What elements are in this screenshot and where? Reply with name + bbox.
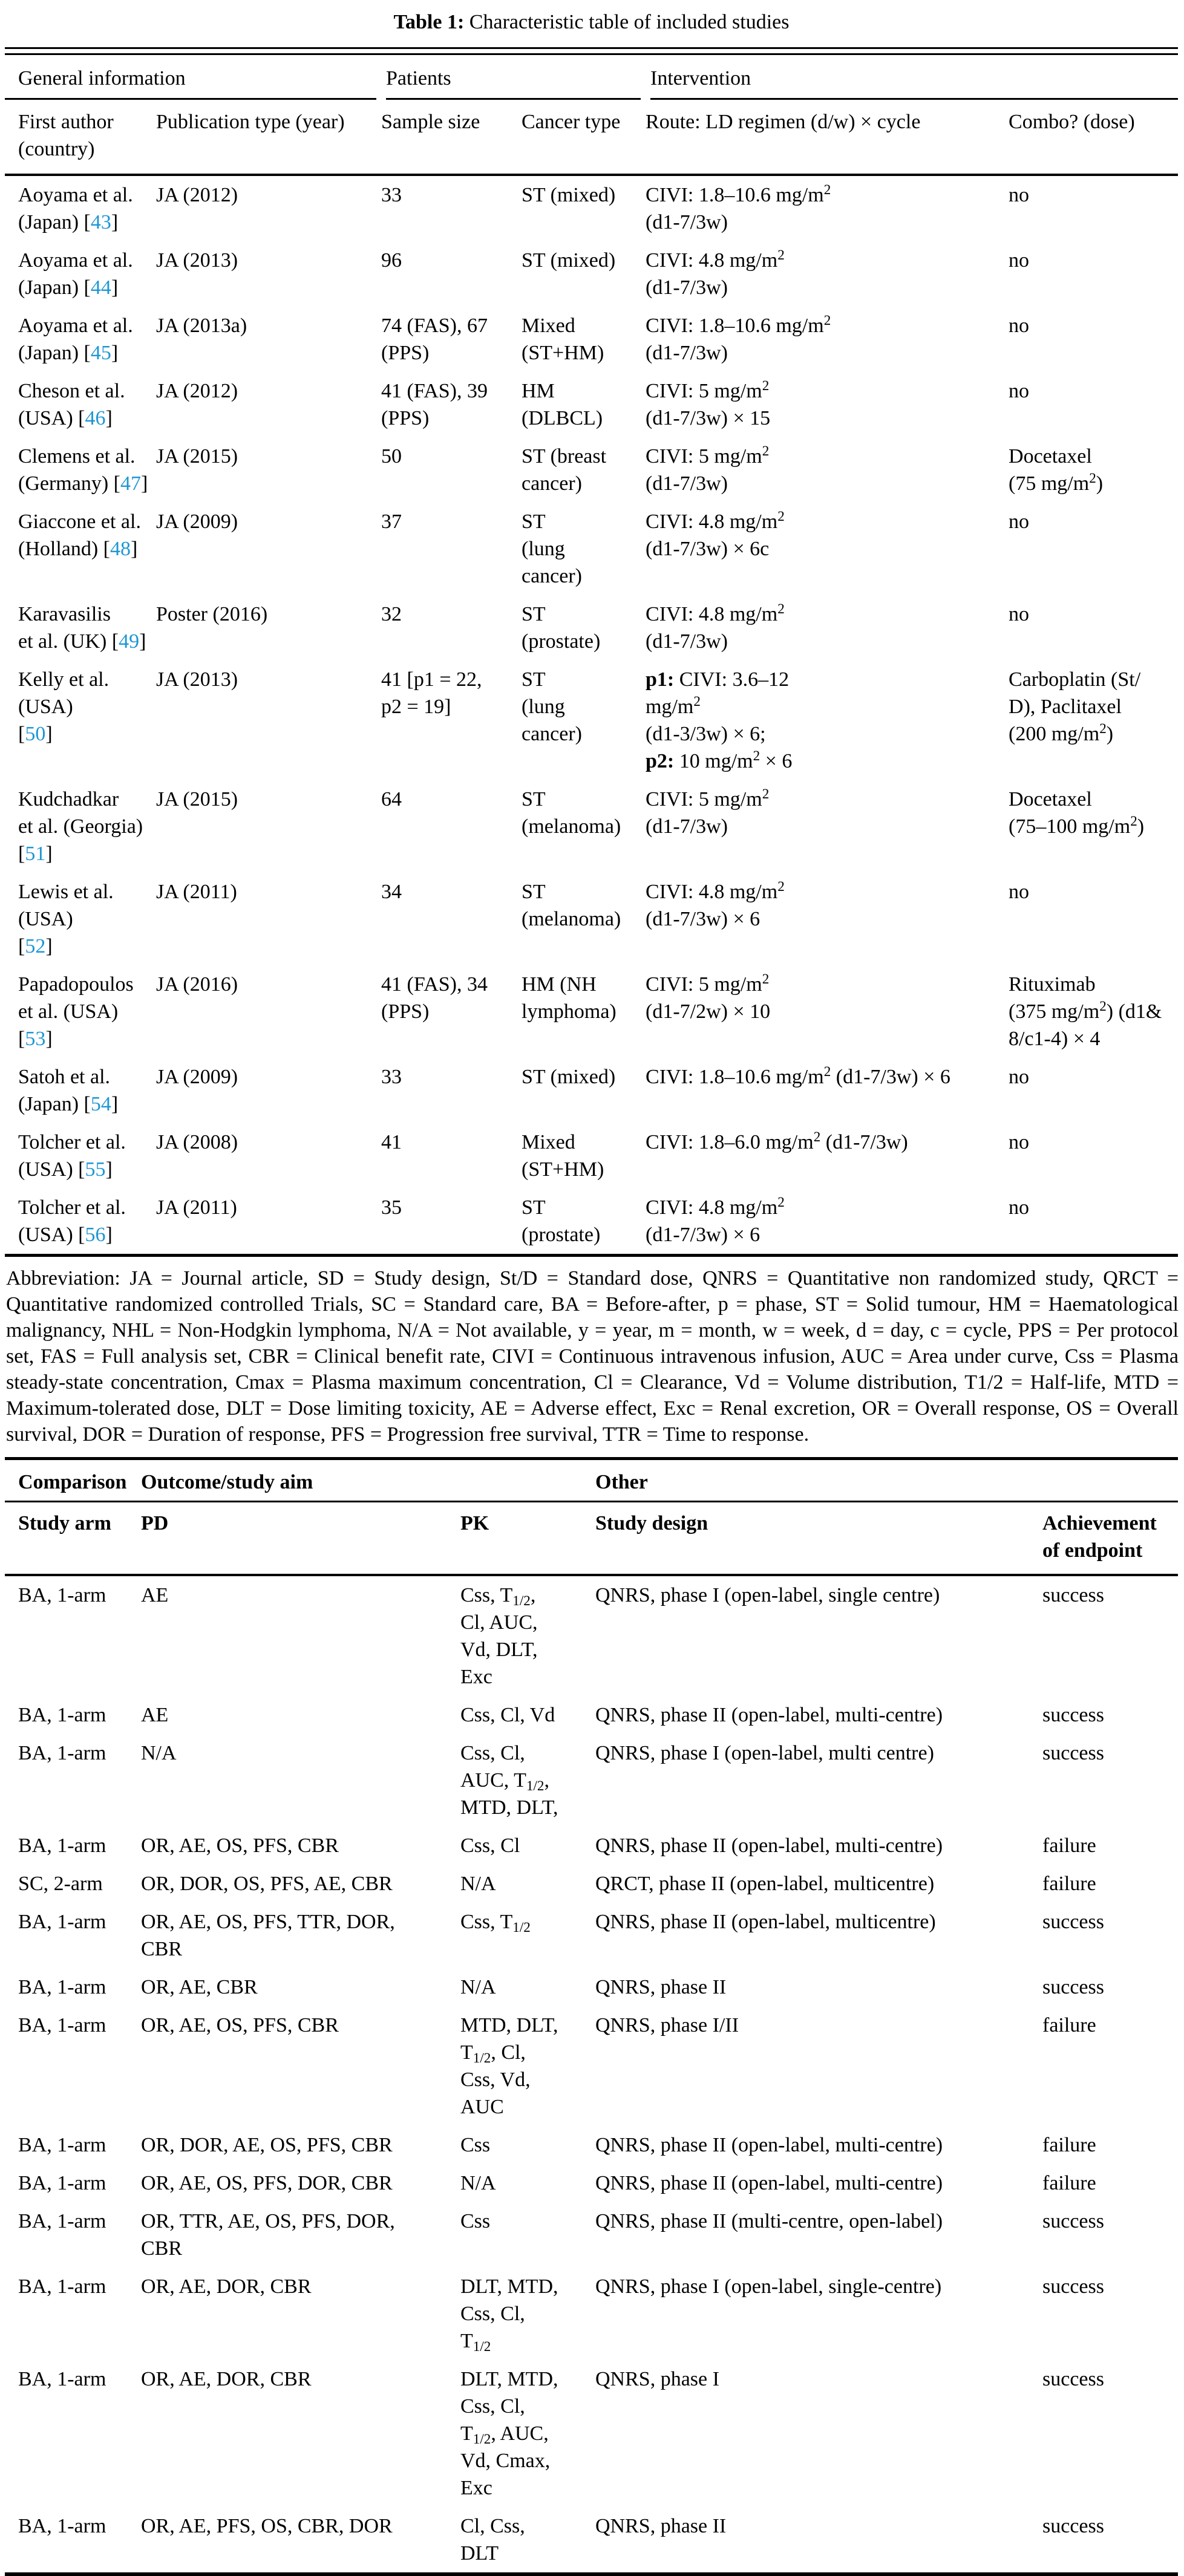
column-header-first-author: First author (country)	[5, 99, 156, 175]
table-cell: JA (2015)	[156, 788, 238, 810]
table-cell: OR, AE, OS, PFS, DOR, CBR	[141, 2172, 393, 2194]
table-cell: BA, 1-arm	[18, 2134, 106, 2156]
table-row	[5, 1058, 1178, 1123]
table-cell: QRCT, phase II (open-label, multicentre)	[595, 1873, 935, 1895]
table-caption-text: Characteristic table of included studies	[469, 11, 790, 33]
table-row	[5, 660, 1178, 780]
bottom-rule	[5, 2572, 1178, 2576]
table-cell: JA (2009)	[156, 510, 238, 533]
table-row	[5, 503, 1178, 595]
outcomes-table	[5, 1460, 1178, 2572]
citation-link[interactable]: 48	[110, 538, 131, 560]
table-cell: JA (2016)	[156, 973, 238, 996]
table-cell: 96	[381, 249, 402, 272]
table-cell: N/A	[141, 1742, 177, 1764]
table-cell: Css, $T_{1/2}$, Cl, AUC, Vd, DLT, Exc	[460, 1584, 538, 1688]
table-caption-label: Table 1:	[393, 11, 465, 33]
table-cell: N/A	[460, 2172, 496, 2194]
characteristics-table-body	[5, 175, 1178, 1254]
column-header-sample-size: Sample size	[381, 99, 522, 175]
table-cell: Css, Cl, AUC, $T_{1/2}$, MTD, DLT,	[460, 1742, 558, 1819]
table-cell: 41	[381, 1131, 402, 1153]
table-row	[5, 1123, 1178, 1189]
table-cell: CIVI: 4.8 $mg/m^2$ (d1-7/3w) × 6c	[646, 509, 785, 560]
table-cell: CIVI: 5 $mg/m^2$ (d1-7/3w) × 15	[646, 378, 771, 429]
table-cell: JA (2012)	[156, 380, 238, 402]
table-cell: JA (2012)	[156, 184, 238, 206]
table-cell: Giaccone et al. (Holland) [48]	[18, 510, 141, 560]
citation-link[interactable]: 43	[90, 211, 111, 233]
table-cell: OR, AE, OS, PFS, TTR, DOR, CBR	[141, 1911, 395, 1960]
table-cell: QNRS, phase II	[595, 2515, 727, 2537]
table-cell: 37	[381, 510, 402, 533]
table-row	[5, 2360, 1178, 2507]
table-cell: JA (2013)	[156, 249, 238, 272]
table-cell: no	[1009, 1131, 1030, 1153]
table-cell: QNRS, phase II	[595, 1976, 727, 1998]
table-cell: Clemens et al. (Germany) [47]	[18, 445, 148, 495]
table-row	[5, 780, 1178, 873]
outcomes-table-body	[5, 1575, 1178, 2572]
table-row	[5, 873, 1178, 965]
table-cell: QNRS, phase I/II	[595, 2014, 739, 2036]
table-cell: AE	[141, 1584, 169, 1606]
table-cell: N/A	[460, 1976, 496, 1998]
table-cell: success	[1042, 2368, 1104, 2390]
table-cell: BA, 1-arm	[18, 2515, 106, 2537]
table-cell: BA, 1-arm	[18, 1911, 106, 1933]
table-cell: failure	[1042, 2172, 1096, 2194]
table-cell: ST (prostate)	[522, 603, 601, 653]
table-cell: OR, AE, OS, PFS, CBR	[141, 1834, 339, 1857]
citation-link[interactable]: 53	[25, 1028, 46, 1050]
table-row	[5, 437, 1178, 503]
table-cell: CIVI: 4.8 $mg/m^2$ (d1-7/3w)	[646, 601, 785, 653]
table-cell: JA (2013a)	[156, 315, 247, 337]
group-header-general-information: General information	[5, 55, 381, 99]
table-row	[5, 175, 1178, 241]
table-row	[5, 1827, 1178, 1865]
table-row	[5, 1734, 1178, 1827]
column-header-study-arm: Study arm	[5, 1502, 141, 1576]
table-cell: no	[1009, 1196, 1030, 1219]
column-header-combo: Combo? (dose)	[1009, 99, 1178, 175]
table-cell: failure	[1042, 2014, 1096, 2036]
table-cell: Carboplatin (St/ D), Paclitaxel (200 $mg/m^2$)	[1009, 668, 1141, 745]
table-cell: QNRS, phase II (multi-centre, open-label)	[595, 2210, 943, 2232]
table-cell: QNRS, phase II (open-label, multicentre)	[595, 1911, 936, 1933]
table-cell: JA (2008)	[156, 1131, 238, 1153]
citation-link[interactable]: 49	[119, 630, 140, 653]
table-cell: Tolcher et al. (USA) [55]	[18, 1131, 126, 1181]
table-cell: success	[1042, 1911, 1104, 1933]
table-cell: 50	[381, 445, 402, 468]
table-cell: Karavasilis et al. (UK) [49]	[18, 603, 146, 653]
table-cell: no	[1009, 881, 1030, 903]
table-cell: Mixed (ST+HM)	[522, 315, 604, 364]
table-cell: failure	[1042, 2134, 1096, 2156]
table-cell: HM (NH lymphoma)	[522, 973, 617, 1023]
table-cell: p1: CIVI: 3.6–12 $mg/m^2$ (d1-3/3w) × 6; p2: 10 $mg/m^2 \times 6$	[646, 668, 793, 772]
table-cell: CIVI: 4.8 $mg/m^2$ (d1-7/3w) × 6	[646, 879, 785, 930]
table-cell: no	[1009, 1066, 1030, 1088]
table-cell: CIVI: 1.8–10.6 $mg/m^2$ (d1-7/3w)	[646, 182, 831, 233]
table-cell: Satoh et al. (Japan) [54]	[18, 1066, 119, 1115]
citation-link[interactable]: 50	[25, 723, 46, 745]
table-row	[5, 1865, 1178, 1903]
table-cell: Tolcher et al. (USA) [56]	[18, 1196, 126, 1246]
table-cell: Css, Cl	[460, 1834, 520, 1857]
table-cell: Cheson et al. (USA) [46]	[18, 380, 125, 429]
table-cell: QNRS, phase II (open-label, multi-centre)	[595, 1834, 943, 1857]
table-cell: BA, 1-arm	[18, 2275, 106, 2298]
table-cell: BA, 1-arm	[18, 2368, 106, 2390]
table-cell: ST (prostate)	[522, 1196, 601, 1246]
table-cell: 74 (FAS), 67 (PPS)	[381, 315, 488, 364]
table-cell: 41 [p1 = 22, p2 = 19]	[381, 668, 482, 718]
table-row	[5, 2202, 1178, 2268]
table-cell: CIVI: 4.8 $mg/m^2$ (d1-7/3w)	[646, 247, 785, 299]
column-header-study-design: Study design	[595, 1502, 1042, 1576]
table-row	[5, 2006, 1178, 2126]
table-cell: QNRS, phase I	[595, 2368, 719, 2390]
table-row	[5, 1189, 1178, 1254]
table-cell: 64	[381, 788, 402, 810]
table-cell: Css, Cl, Vd	[460, 1704, 555, 1726]
table-cell: Docetaxel (75–100 $mg/m^2$)	[1009, 788, 1145, 838]
table-row	[5, 1968, 1178, 2006]
table-cell: QNRS, phase I (open-label, multi centre)	[595, 1742, 934, 1764]
group-header-other: Other	[595, 1460, 1178, 1502]
table-row	[5, 1575, 1178, 1696]
table-cell: JA (2015)	[156, 445, 238, 468]
table-cell: Rituximab (375 $mg/m^2$) (d1& 8/c1-4) × 4	[1009, 973, 1162, 1050]
table-cell: BA, 1-arm	[18, 1584, 106, 1606]
table-row	[5, 372, 1178, 437]
table-row	[5, 1696, 1178, 1734]
table-row	[5, 241, 1178, 307]
table-cell: Poster (2016)	[156, 603, 268, 625]
table-caption	[5, 11, 1178, 34]
table-cell: CIVI: 5 $mg/m^2$ (d1-7/2w) × 10	[646, 971, 771, 1023]
table-cell: ST (lung cancer)	[522, 668, 583, 745]
table-cell: ST (lung cancer)	[522, 510, 583, 587]
table-cell: OR, DOR, OS, PFS, AE, CBR	[141, 1873, 393, 1895]
table-cell: BA, 1-arm	[18, 2014, 106, 2036]
table-cell: Aoyama et al. (Japan) [44]	[18, 249, 133, 299]
table-cell: BA, 1-arm	[18, 1834, 106, 1857]
table-cell: DLT, MTD, Css, Cl, $T_{1/2}$	[460, 2275, 558, 2355]
table-cell: Aoyama et al. (Japan) [43]	[18, 184, 133, 233]
table-cell: success	[1042, 2515, 1104, 2537]
table-cell: JA (2011)	[156, 1196, 237, 1219]
table-cell: CIVI: 5 $mg/m^2$ (d1-7/3w)	[646, 443, 770, 495]
table-cell: Docetaxel (75 $mg/m^2$)	[1009, 445, 1104, 495]
table-cell: 33	[381, 184, 402, 206]
table-cell: success	[1042, 1742, 1104, 1764]
table-cell: no	[1009, 249, 1030, 272]
table-row	[5, 1903, 1178, 1968]
table-cell: JA (2011)	[156, 881, 237, 903]
table-cell: Mixed (ST+HM)	[522, 1131, 604, 1181]
table-cell: CIVI: 4.8 $mg/m^2$ (d1-7/3w) × 6	[646, 1195, 785, 1246]
table-cell: ST (breast cancer)	[522, 445, 607, 495]
table-cell: no	[1009, 380, 1030, 402]
table-cell: OR, AE, CBR	[141, 1976, 258, 1998]
table-row	[5, 307, 1178, 372]
table-cell: no	[1009, 510, 1030, 533]
table-cell: 41 (FAS), 39 (PPS)	[381, 380, 488, 429]
table-cell: OR, AE, PFS, OS, CBR, DOR	[141, 2515, 393, 2537]
group-header-row	[5, 55, 1178, 99]
table-cell: ST (melanoma)	[522, 881, 621, 930]
table-cell: no	[1009, 184, 1030, 206]
table-cell: HM (DLBCL)	[522, 380, 603, 429]
group-header-patients: Patients	[381, 55, 646, 99]
table-cell: QNRS, phase I (open-label, single centre)	[595, 1584, 940, 1606]
abbreviations-note: Abbreviation: JA = Journal article, SD = Study design, St/D = Standard dose, QNRS = Quantitative non randomized study, QRCT = Quantitative randomized controlled Trials, SC = Standard care, BA = Before-after, p = phase, ST = Solid tumour, HM = Haematological malignancy, NHL = Non-Hodgkin lymphoma, N/A = Not available, y = year, m = month, w = week, d = day, c = cycle, PPS = Per protocol set, FAS = Full analysis set, CBR = Clinical benefit rate, CIVI = Continuous intravenous infusion, AUC = Area under curve, Css = Plasma steady-state concentration, Cmax = Plasma maximum concentration, Cl = Clearance, Vd = Volume distribution, T1/2 = Half-life, MTD = Maximum-tolerated dose, DLT = Dose limiting toxicity, AE = Adverse effect, Exc = Renal excretion, OR = Overall response, OS = Overall survival, DOR = Duration of response, PFS = Progression free survival, TTR = Time to response.	[6, 1267, 1179, 1446]
table-cell: success	[1042, 1584, 1104, 1606]
table-cell: AE	[141, 1704, 169, 1726]
table-cell: ST (mixed)	[522, 184, 616, 206]
table-cell: failure	[1042, 1873, 1096, 1895]
table-cell: 41 (FAS), 34 (PPS)	[381, 973, 488, 1023]
table-cell: no	[1009, 315, 1030, 337]
table-cell: OR, AE, DOR, CBR	[141, 2368, 312, 2390]
table-cell: success	[1042, 1704, 1104, 1726]
table-cell: 32	[381, 603, 402, 625]
table-row	[5, 595, 1178, 660]
table-cell: 34	[381, 881, 402, 903]
table-cell: MTD, DLT, $T_{1/2}$, Cl, Css, Vd, AUC	[460, 2014, 558, 2118]
table-cell: QNRS, phase II (open-label, multi-centre)	[595, 2134, 943, 2156]
citation-link[interactable]: 46	[85, 407, 106, 429]
table-cell: success	[1042, 2275, 1104, 2298]
table-cell: Kudchadkar et al. (Georgia) [51]	[18, 788, 143, 865]
table-cell: JA (2013)	[156, 668, 238, 691]
citation-link[interactable]: 45	[90, 342, 111, 364]
table-cell: BA, 1-arm	[18, 1704, 106, 1726]
table-cell: OR, TTR, AE, OS, PFS, DOR, CBR	[141, 2210, 395, 2260]
table-cell: OR, AE, DOR, CBR	[141, 2275, 312, 2298]
group-header-outcome-study-aim: Outcome/study aim	[141, 1460, 595, 1502]
table-row	[5, 2126, 1178, 2164]
table-cell: CIVI: 5 $mg/m^2$ (d1-7/3w)	[646, 786, 770, 838]
table-cell: 33	[381, 1066, 402, 1088]
table-cell: failure	[1042, 1834, 1096, 1857]
group-header-row	[5, 1460, 1178, 1502]
citation-link[interactable]: 47	[120, 472, 141, 495]
table-cell: Kelly et al. (USA) [50]	[18, 668, 110, 745]
column-header-route: Route: LD regimen (d/w) × cycle	[646, 99, 1009, 175]
citation-link[interactable]: 56	[85, 1224, 106, 1246]
table-cell: OR, AE, OS, PFS, CBR	[141, 2014, 339, 2036]
table-row	[5, 2268, 1178, 2360]
table-cell: SC, 2-arm	[18, 1873, 103, 1895]
table-cell: Css	[460, 2134, 491, 2156]
table-cell: N/A	[460, 1873, 496, 1895]
table-cell: JA (2009)	[156, 1066, 238, 1088]
table-cell: 35	[381, 1196, 402, 1219]
table-cell: QNRS, phase II (open-label, multi-centre)	[595, 1704, 943, 1726]
table-cell: Lewis et al. (USA) [52]	[18, 881, 114, 957]
table-cell: no	[1009, 603, 1030, 625]
top-double-rule	[5, 47, 1178, 55]
table-cell: Css, $T_{1/2}$	[460, 1911, 531, 1936]
column-header-pd: PD	[141, 1502, 460, 1576]
column-header-achievement: Achievement of endpoint	[1042, 1502, 1178, 1576]
table-cell: Papadopoulos et al. (USA) [53]	[18, 973, 134, 1050]
table-cell: CIVI: 1.8–6.0 $mg/m^2$ (d1-7/3w)	[646, 1129, 908, 1153]
citation-link[interactable]: 52	[25, 935, 46, 957]
table-cell: Css	[460, 2210, 491, 2232]
group-header-intervention: Intervention	[646, 55, 1178, 99]
table-cell: QNRS, phase I (open-label, single-centre)	[595, 2275, 942, 2298]
column-header-pk: PK	[460, 1502, 595, 1576]
table-cell: BA, 1-arm	[18, 1742, 106, 1764]
table-cell: Cl, Css, DLT	[460, 2515, 525, 2565]
table-cell: QNRS, phase II (open-label, multi-centre)	[595, 2172, 943, 2194]
table-row	[5, 2507, 1178, 2572]
table-cell: Aoyama et al. (Japan) [45]	[18, 315, 133, 364]
table-row	[5, 965, 1178, 1058]
citation-link[interactable]: 44	[90, 276, 111, 299]
table-cell: BA, 1-arm	[18, 2172, 106, 2194]
column-header-cancer-type: Cancer type	[522, 99, 646, 175]
table-cell: DLT, MTD, Css, Cl, $T_{1/2}$, AUC, Vd, Cmax, Exc	[460, 2368, 558, 2499]
table-cell: ST (mixed)	[522, 249, 616, 272]
table-cell: success	[1042, 1976, 1104, 1998]
table-cell: BA, 1-arm	[18, 1976, 106, 1998]
characteristics-table	[5, 55, 1178, 1254]
table-cell: CIVI: 1.8–10.6 $mg/m^2$ (d1-7/3w) × 6	[646, 1064, 950, 1088]
column-header-publication-type: Publication type (year)	[156, 99, 381, 175]
table-cell: CIVI: 1.8–10.6 $mg/m^2$ (d1-7/3w)	[646, 313, 831, 364]
table-cell: BA, 1-arm	[18, 2210, 106, 2232]
citation-link[interactable]: 55	[85, 1158, 106, 1181]
column-header-row	[5, 99, 1178, 175]
table-row	[5, 2164, 1178, 2202]
table-cell: success	[1042, 2210, 1104, 2232]
table-cell: ST (mixed)	[522, 1066, 616, 1088]
table-cell: OR, DOR, AE, OS, PFS, CBR	[141, 2134, 393, 2156]
column-header-row	[5, 1502, 1178, 1576]
group-header-comparison: Comparison	[5, 1460, 141, 1502]
citation-link[interactable]: 51	[25, 843, 46, 865]
table-cell: ST (melanoma)	[522, 788, 621, 838]
citation-link[interactable]: 54	[90, 1093, 111, 1115]
